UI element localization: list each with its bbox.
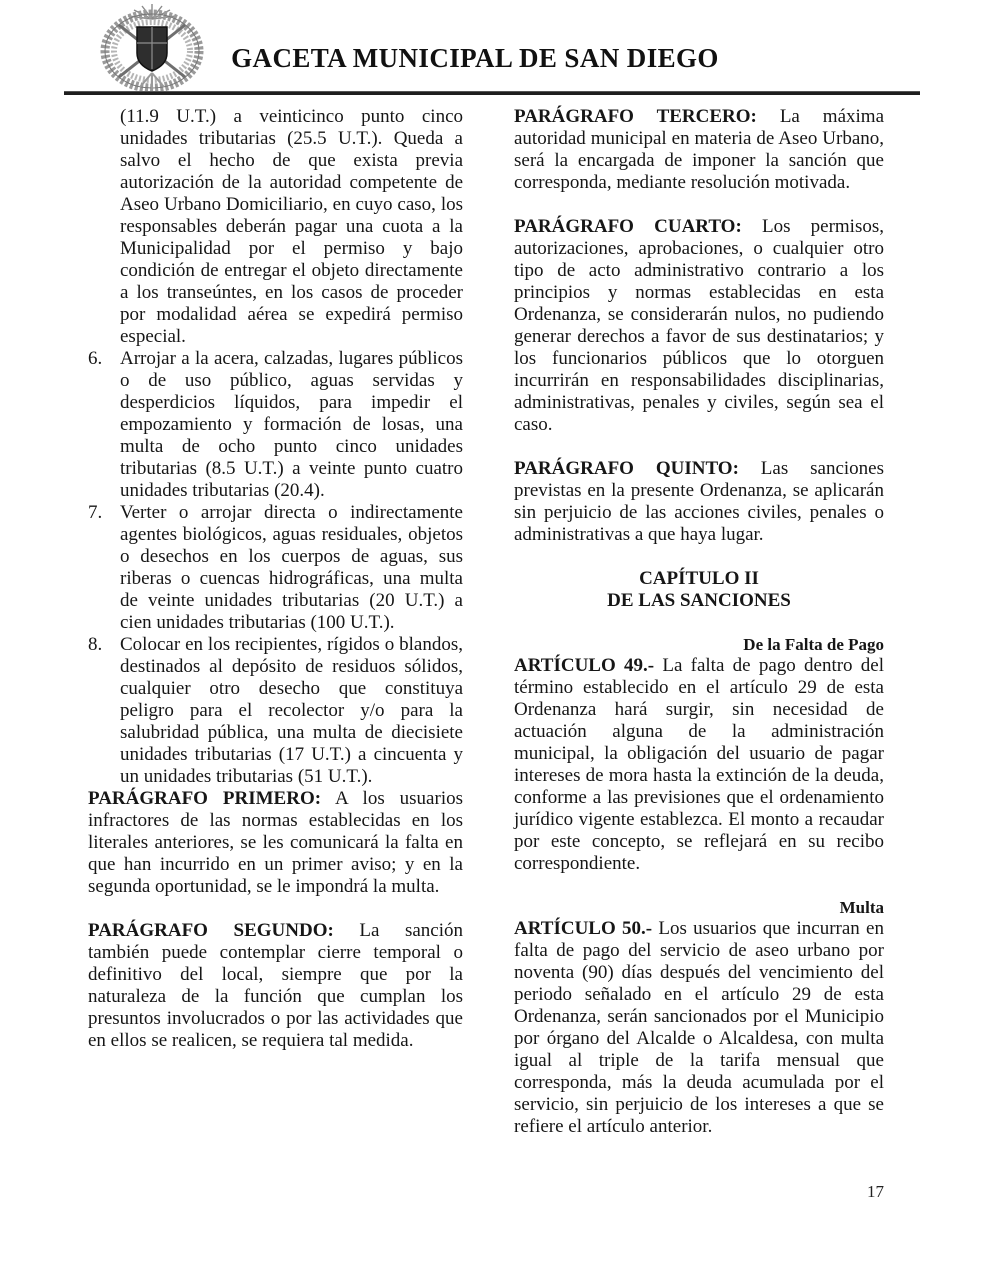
section-heading-multa: Multa (839, 898, 884, 917)
paragrafo-quinto-text: Las sanciones previstas en la presente Ordenanza, se aplicarán sin perjuicio de las acciones civiles, penales o administrativas a que haya lugar. (514, 458, 884, 545)
paragrafo-tercero-label: PARÁGRAFO TERCERO: (514, 106, 757, 127)
paragrafo-quinto (514, 458, 884, 546)
articulo-50 (514, 918, 884, 1138)
paragrafo-primero-label: PARÁGRAFO PRIMERO: (88, 788, 322, 809)
articulo-50-label: ARTÍCULO 50.- (514, 918, 653, 939)
list-item-6 (88, 348, 463, 502)
paragrafo-segundo (88, 920, 463, 1052)
paragrafo-primero-text: A los usuarios infractores de las normas establecidas en los literales anteriores, se les comunicará la falta en que han incurrido en un primer aviso; y en la segunda oportunidad, se le impondrá la multa. (88, 788, 463, 897)
paragrafo-segundo-label: PARÁGRAFO SEGUNDO: (88, 920, 334, 941)
list-item-number: 6. (88, 348, 103, 369)
list-item-number: 7. (88, 502, 103, 523)
paragrafo-tercero-text: La máxima autoridad municipal en materia de Aseo Urbano, será la encargada de imponer la sanción que corresponda, mediante resolución motivada. (514, 106, 884, 193)
page-number: 17 (867, 1182, 884, 1201)
paragrafo-cuarto (514, 216, 884, 436)
paragrafo-cuarto-text: Los permisos, autorizaciones, aprobaciones, o cualquier otro tipo de acto administrativo contrario a los principios y normas establecidas en esta Ordenanza, se considerarán nulos, no pudiendo generar derechos a favor de sus destinatarios; y los funcionarios públicos que lo otorguen incurrirán en responsabilidades disciplinarias, administrativas, penales y civiles, según sea el caso. (514, 216, 884, 435)
section-heading-falta-de-pago: De la Falta de Pago (743, 635, 884, 654)
right-column (514, 106, 884, 1138)
header-divider (64, 91, 920, 95)
chapter-title: DE LAS SANCIONES (607, 590, 791, 611)
paragrafo-tercero (514, 106, 884, 194)
chapter-heading (514, 568, 884, 612)
continuation-paragraph (88, 106, 463, 348)
paragrafo-segundo-text: La sanción también puede contemplar cierre temporal o definitivo del local, siempre que por la naturaleza de la función que cumplan los presuntos involucrados o por las actividades que en ellos se realicen, se requiera tal medida. (88, 920, 464, 1051)
articulo-49 (514, 655, 884, 875)
list-item-text: Verter o arrojar directa o indirectamente agentes biológicos, aguas residuales, objetos o desechos en los cuerpos de aguas, sus riberas o cuencas hidrográficas, una multa de veinte unidades tributarias (20 U.T.) a cien unidades tributarias (100 U.T.). (120, 502, 463, 633)
paragrafo-primero (88, 788, 463, 898)
paragrafo-cuarto-label: PARÁGRAFO CUARTO: (514, 216, 742, 237)
list-item-7 (88, 502, 463, 634)
list-item-text: Colocar en los recipientes, rígidos o blandos, destinados al depósito de residuos sólidos, cualquier otro desecho que constituya peligro para el recolector y/o para la salubridad pública, una multa de diecisiete unidades tributarias (17 U.T.) a cincuenta y un unidades tributarias (51 U.T.). (120, 634, 463, 787)
paragrafo-quinto-label: PARÁGRAFO QUINTO: (514, 458, 739, 479)
page-title: GACETA MUNICIPAL DE SAN DIEGO (231, 43, 719, 73)
list-item-text: Arrojar a la acera, calzadas, lugares públicos o de uso público, aguas servidas y desperdicios líquidos, para impedir el empozamiento y formación de losas, una multa de ocho punto cinco unidades tributarias (8.5 U.T.) a veinte punto cuatro unidades tributarias (20.4). (120, 348, 463, 501)
list-item-8 (88, 634, 463, 788)
continuation-text: (11.9 U.T.) a veinticinco punto cinco unidades tributarias (25.5 U.T.). Queda a salvo el hecho de que exista previa autorización de la autoridad competente de Aseo Urbano Domiciliario, en cuyo caso, los responsables deberán pagar una cuota a la Municipalidad por el permiso y bajo condición de entregar el objeto directamente a los transeúntes, en los casos de proceder por modalidad aérea se expedirá permiso especial. (120, 106, 463, 347)
articulo-50-text: Los usuarios que incurran en falta de pago del servicio de aseo urbano por noventa (90) días después del vencimiento del periodo señalado en el artículo 29 de esta Ordenanza, serán sancionados por el Municipio por órgano del Alcalde o Alcaldesa, con multa igual al triple de la tarifa mensual que corresponda, más la deuda acumulada por el servicio, sin perjuicio de los intereses a que se refiere el artículo anterior. (514, 918, 884, 1137)
left-column (88, 106, 463, 1138)
articulo-49-label: ARTÍCULO 49.- (514, 655, 655, 676)
chapter-number: CAPÍTULO II (639, 568, 759, 589)
document-body (88, 106, 884, 1138)
list-item-number: 8. (88, 634, 103, 655)
articulo-49-text: La falta de pago dentro del término establecido en el artículo 29 de esta Ordenanza hará surgir, sin necesidad de actuación alguna de la administración municipal, la obligación del usuario de pagar intereses de mora hasta la extinción de la deuda, conforme a las previsiones que el ordenamiento jurídico vigente establezca. El monto a recaudar por este concepto, se reflejará en su recibo correspondiente. (514, 655, 885, 874)
